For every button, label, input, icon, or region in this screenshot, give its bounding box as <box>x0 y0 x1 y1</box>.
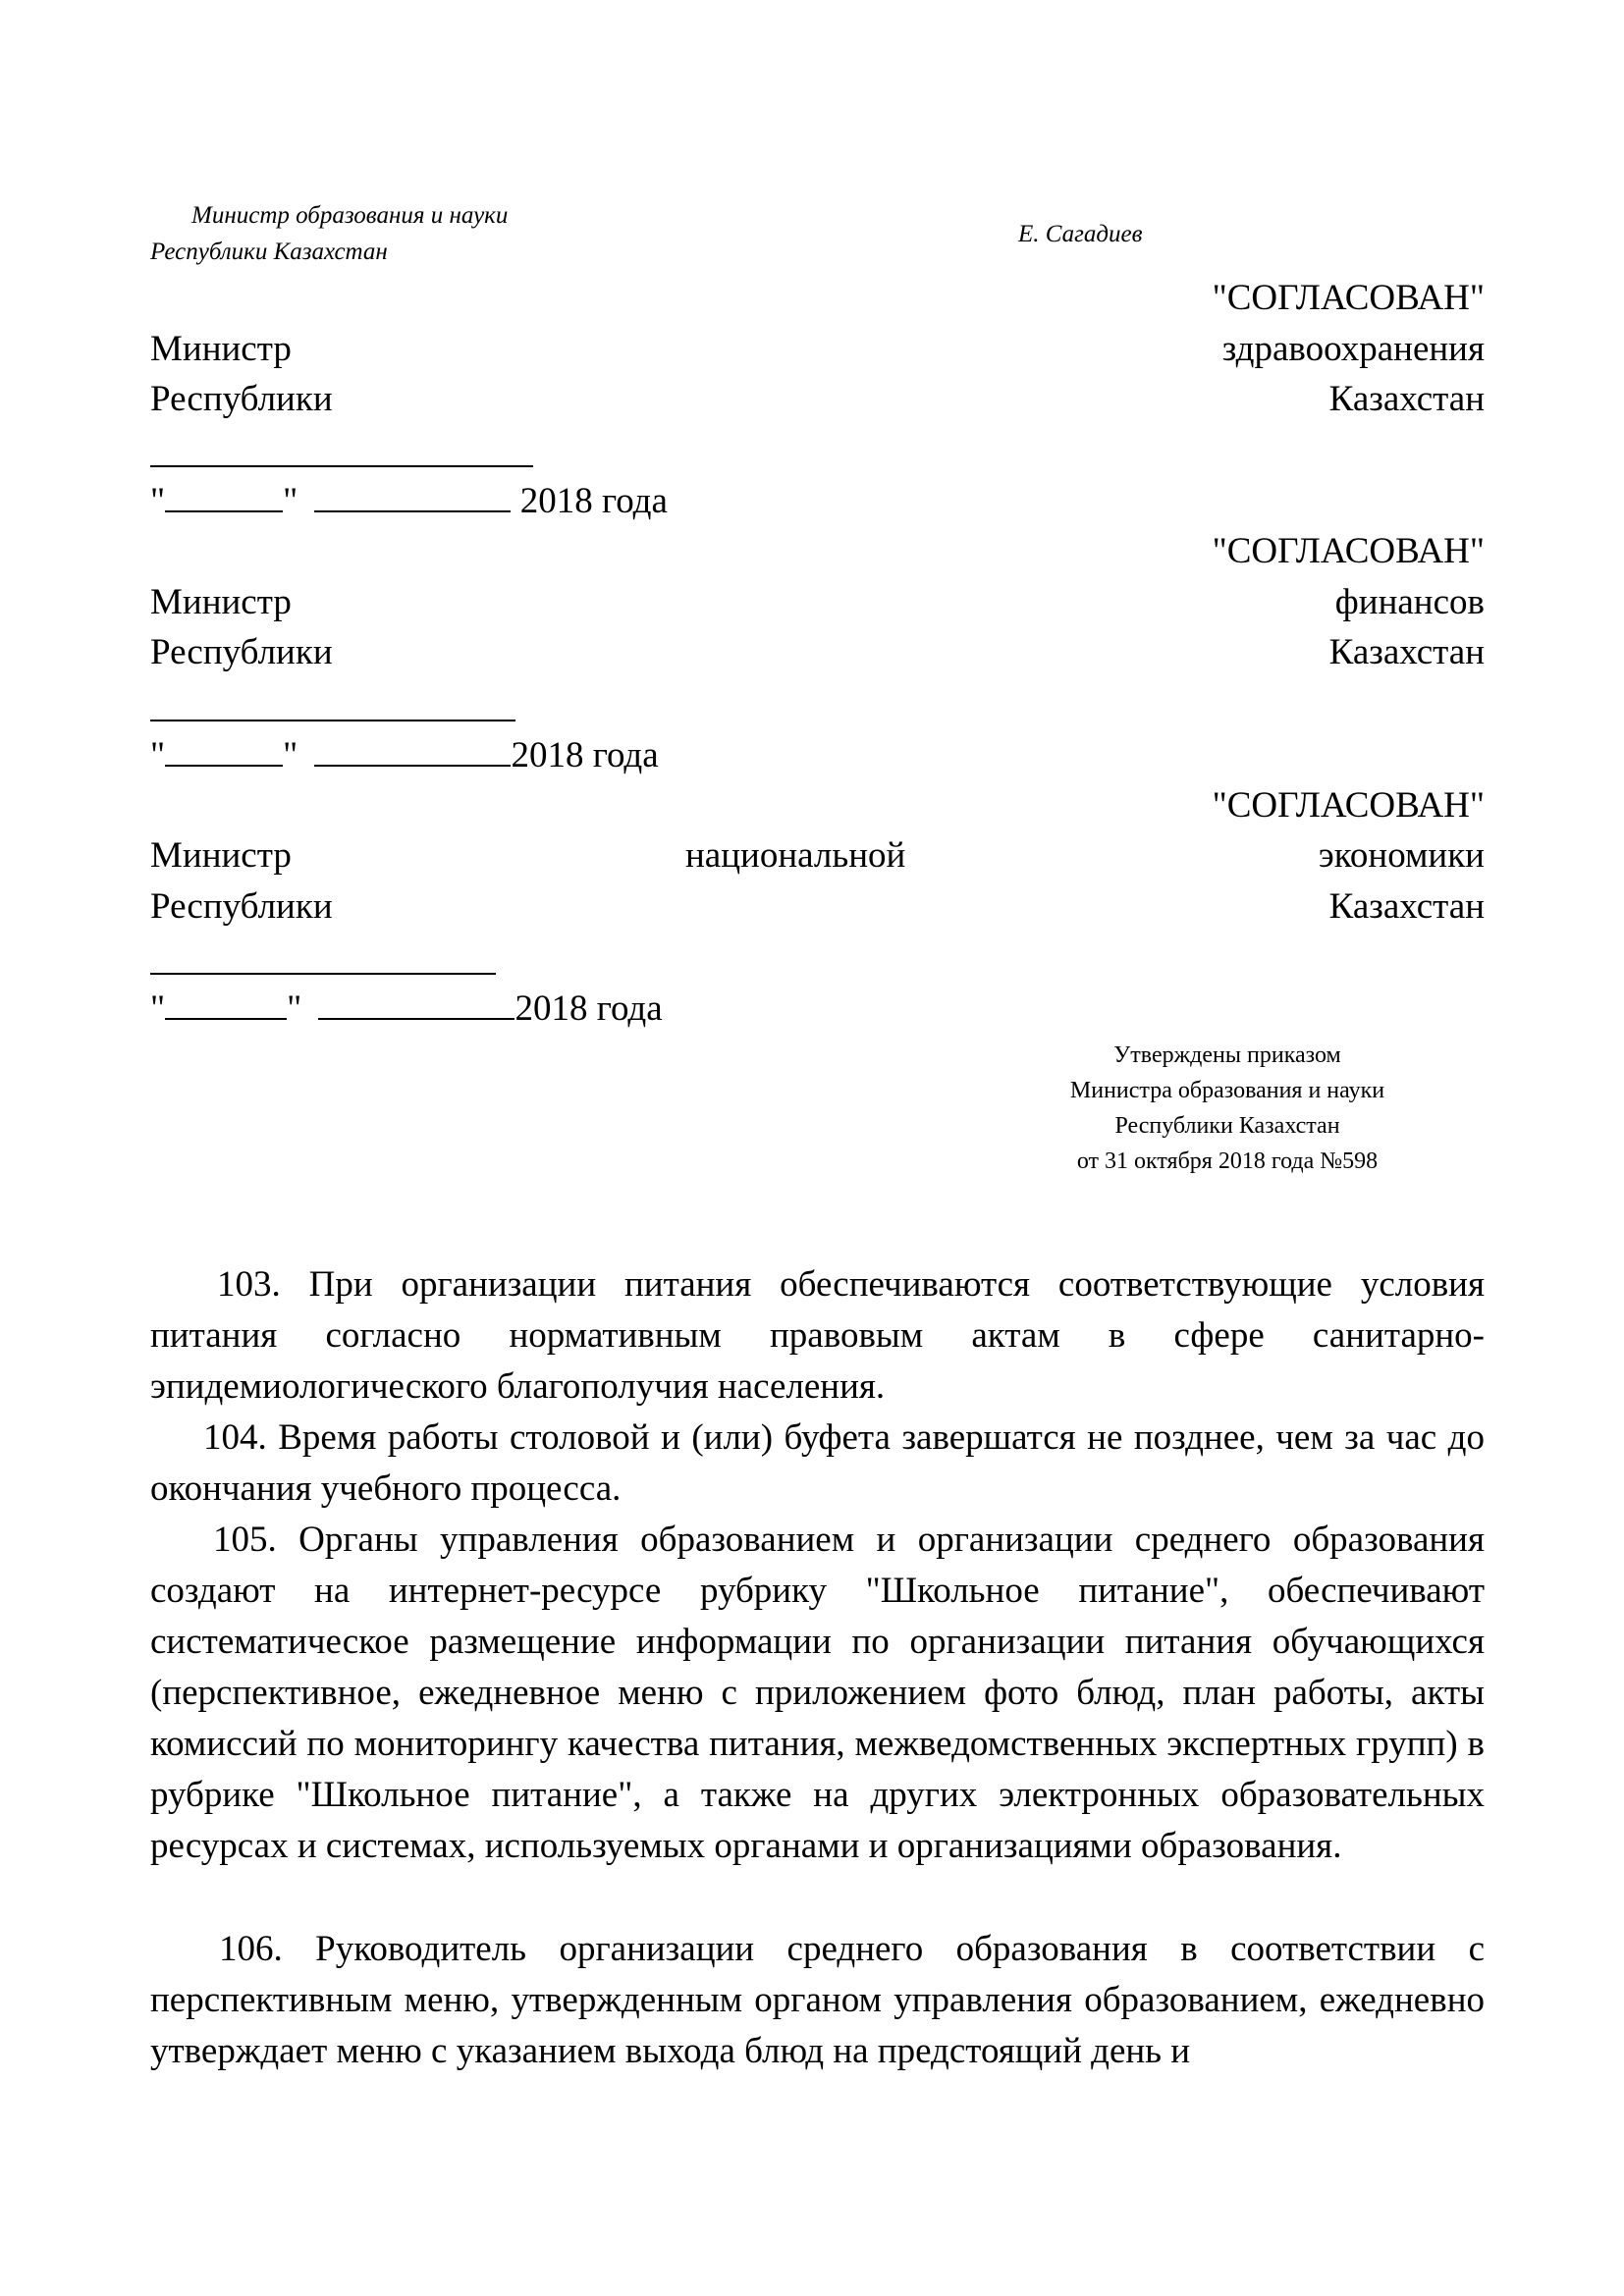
agreement-minister-label: Министр <box>150 582 292 622</box>
date-quote-open: " <box>150 735 166 775</box>
approval-line4: от 31 октября 2018 года №598 <box>1076 1148 1379 1174</box>
signature-line <box>150 973 496 975</box>
agreement-status: "СОГЛАСОВАН" <box>1212 278 1485 318</box>
date-quote-close: " <box>287 988 302 1029</box>
agreement-ministry-name: экономики <box>1318 835 1485 876</box>
agreement-republic-label: Республики <box>150 632 333 672</box>
date-year: 2018 года <box>514 988 663 1029</box>
date-quote-close: " <box>283 735 298 775</box>
date-quote-open: " <box>150 988 166 1029</box>
signature-line <box>150 465 533 467</box>
agreement-date <box>150 988 663 1027</box>
paragraph-105: 105. Органы управления образованием и организации среднего образования создают на интернет-ресурсе рубрику "Школьное питание", обеспечивают систематическое размещение информации по организации питания обучающихся (перспективное, ежедневное меню с приложением фото блюд, план работы, акты комиссий по мониторингу качества питания, межведомственных экспертных групп) в рубрике "Школьное питание", а также на других электронных образовательных ресурсах и системах, используемых органами и организациями образования. <box>150 1520 1485 1866</box>
agreement-status: "СОГЛАСОВАН" <box>1212 531 1485 571</box>
agreement-ministry-name: финансов <box>1334 582 1485 622</box>
agreement-minister-label: Министр <box>150 835 292 876</box>
paragraph-106: 106. Руководитель организации среднего образования в соответствии с перспективным меню, утвержденным органом управления образованием, ежедневно утверждает меню с указанием выхода блюд на предстоящий день и <box>150 1929 1485 2071</box>
agreement-ministry-name: здравоохранения <box>1221 329 1485 369</box>
paragraph-104: 104. Время работы столовой и (или) буфета завершатся не позднее, чем за час до окончания учебного процесса. <box>150 1417 1485 1509</box>
agreement-republic-label: Республики <box>150 379 333 419</box>
agreement-minister-label: Министр <box>150 329 292 369</box>
approval-line2: Министра образования и науки <box>1069 1078 1385 1103</box>
minister-name: Е. Сагадиев <box>1018 221 1143 247</box>
day-blank <box>165 735 283 767</box>
day-blank <box>165 481 283 512</box>
approval-line1: Утверждены приказом <box>1113 1042 1341 1068</box>
date-quote-open: " <box>150 481 166 521</box>
agreement-republic-label: Республики <box>150 886 333 927</box>
minister-title-line2: Республики Казахстан <box>150 239 388 265</box>
agreement-date <box>150 735 659 774</box>
agreement-country-name: Казахстан <box>1328 379 1485 419</box>
date-year: 2018 года <box>519 481 668 521</box>
month-blank <box>314 481 511 512</box>
agreement-country-name: Казахстан <box>1328 632 1485 672</box>
month-blank <box>318 988 514 1020</box>
signature-line <box>150 720 515 721</box>
paragraph-103: 103. При организации питания обеспечиваются соответствующие условия питания согласно нормативным правовым актам в сфере санитарно-эпидемиологического благополучия населения. <box>150 1264 1485 1407</box>
agreement-country-name: Казахстан <box>1328 886 1485 927</box>
agreement-date <box>150 481 668 519</box>
approval-line3: Республики Казахстан <box>1114 1113 1340 1139</box>
approval-block <box>982 1038 1473 1179</box>
agreement-ministry-qualifier: национальной <box>685 835 906 876</box>
month-blank <box>314 735 511 767</box>
date-quote-close: " <box>283 481 298 521</box>
agreement-status: "СОГЛАСОВАН" <box>1212 785 1485 826</box>
date-year: 2018 года <box>511 735 659 775</box>
minister-title-line1: Министр образования и науки <box>191 202 509 229</box>
day-blank <box>165 988 287 1020</box>
